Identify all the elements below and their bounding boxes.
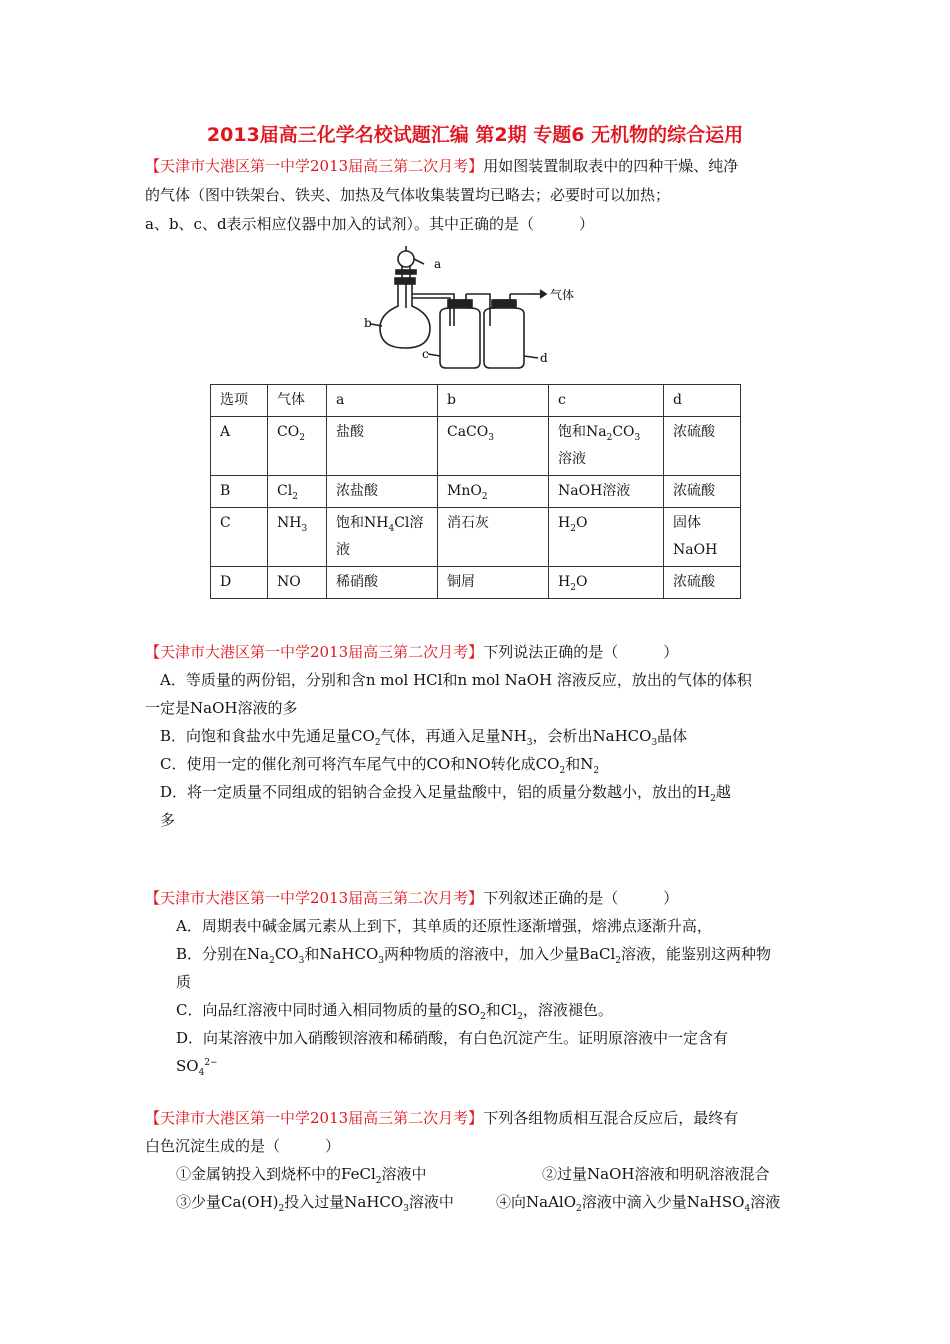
q1-source: 【天津市大港区第一中学2013届高三第二次月考】 [145, 157, 484, 175]
q2-option-c: C．使用一定的催化剂可将汽车尾气中的CO和NO转化成$CO_2$和$N_2$ [160, 755, 600, 776]
gas-apparatus-diagram [362, 244, 602, 376]
table-row: C $NH_3$ 饱和$NH_4Cl$溶 液 消石灰 $H_2O$ 固体 NaOH [211, 508, 741, 567]
table-header-row [211, 385, 741, 417]
q2-option-b: B．向饱和食盐水中先通足量$CO_2$气体，再通入足量$NH_3$，会析出NaHCO$_3$晶体 [160, 727, 688, 748]
diagram-label-b: b [364, 316, 372, 330]
q3-option-d: D．向某溶液中加入硝酸钡溶液和稀硝酸，有白色沉淀产生。证明原溶液中一定含有 [176, 1029, 729, 1047]
q4-option-1: ①金属钠投入到烧杯中的FeCl$_2$溶液中 [176, 1165, 427, 1186]
q3-option-b: B．分别在$Na_2CO_3$和NaHCO$_3$两种物质的溶液中，加入少量BaCl$_2$溶液，能鉴别这两种物 [176, 945, 772, 966]
q3-source: 【天津市大港区第一中学2013届高三第二次月考】 [145, 889, 484, 907]
q3-option-a: A．周期表中碱金属元素从上到下，其单质的还原性逐渐增强，熔沸点逐渐升高， [176, 917, 712, 935]
q2-option-a-cont: 一定是NaOH溶液的多 [145, 699, 298, 717]
q4-stem-cont: 白色沉淀生成的是（ ） [145, 1137, 341, 1155]
q2-stem: 【天津市大港区第一中学2013届高三第二次月考】下列说法正确的是（ ） [145, 643, 679, 661]
q3-stem: 【天津市大港区第一中学2013届高三第二次月考】下列叙述正确的是（ ） [145, 889, 679, 907]
q2-source: 【天津市大港区第一中学2013届高三第二次月考】 [145, 643, 484, 661]
header-option: 选项 [211, 385, 268, 417]
q4-stem: 【天津市大港区第一中学2013届高三第二次月考】下列各组物质相互混合反应后，最终有 [145, 1109, 739, 1127]
header-d: d [664, 385, 741, 417]
header-b: b [438, 385, 549, 417]
q3-option-c: C．向品红溶液中同时通入相同物质的量的$SO_2$和$Cl_2$，溶液褪色。 [176, 1001, 613, 1022]
header-a: a [327, 385, 438, 417]
table-row: D NO 稀硝酸 铜屑 $H_2O$ 浓硫酸 [211, 567, 741, 599]
table-row: A $CO_2$ 盐酸 CaCO$_3$ 饱和$Na_2CO_3$ 溶液 浓硫酸 [211, 417, 741, 476]
q3-option-d-cont: $SO_4^{2-}$ [176, 1057, 218, 1078]
q4-source: 【天津市大港区第一中学2013届高三第二次月考】 [145, 1109, 484, 1127]
q1-line3: a、b、c、d表示相应仪器中加入的试剂）。其中正确的是（ ） [145, 215, 595, 233]
q4-option-2: ②过量NaOH溶液和明矾溶液混合 [542, 1165, 770, 1183]
q1-line2: 的气体（图中铁架台、铁夹、加热及气体收集装置均已略去；必要时可以加热； [145, 186, 671, 204]
diagram-label-c: c [422, 347, 429, 361]
q4-option-4: ④向NaAlO$_2$溶液中滴入少量NaHSO$_4$溶液 [496, 1193, 781, 1214]
q4-option-3: ③少量$Ca(OH)_2$投入过量NaHCO$_3$溶液中 [176, 1193, 454, 1214]
table-row: B $Cl_2$ 浓盐酸 MnO$_2$ NaOH溶液 浓硫酸 [211, 476, 741, 508]
header-c: c [549, 385, 664, 417]
q1-line1: 【天津市大港区第一中学2013届高三第二次月考】用如图装置制取表中的四种干燥、纯净 [145, 157, 739, 175]
q2-option-d-cont: 多 [160, 811, 176, 829]
page-title: 2013届高三化学名校试题汇编 第2期 专题6 无机物的综合运用 [206, 124, 744, 146]
diagram-label-a: a [434, 257, 442, 271]
q2-option-a: A．等质量的两份铝，分别和含n mol HCl和n mol NaOH 溶液反应，放出的气体的体积 [160, 671, 752, 689]
header-gas: 气体 [268, 385, 327, 417]
reagent-table [210, 384, 741, 599]
diagram-label-d: d [540, 351, 548, 365]
q2-option-d: D．将一定质量不同组成的铝钠合金投入足量盐酸中，铝的质量分数越小，放出的$H_2$越 [160, 783, 731, 804]
q3-option-b-cont: 质 [176, 973, 192, 991]
diagram-label-gas: 气体 [550, 288, 575, 302]
